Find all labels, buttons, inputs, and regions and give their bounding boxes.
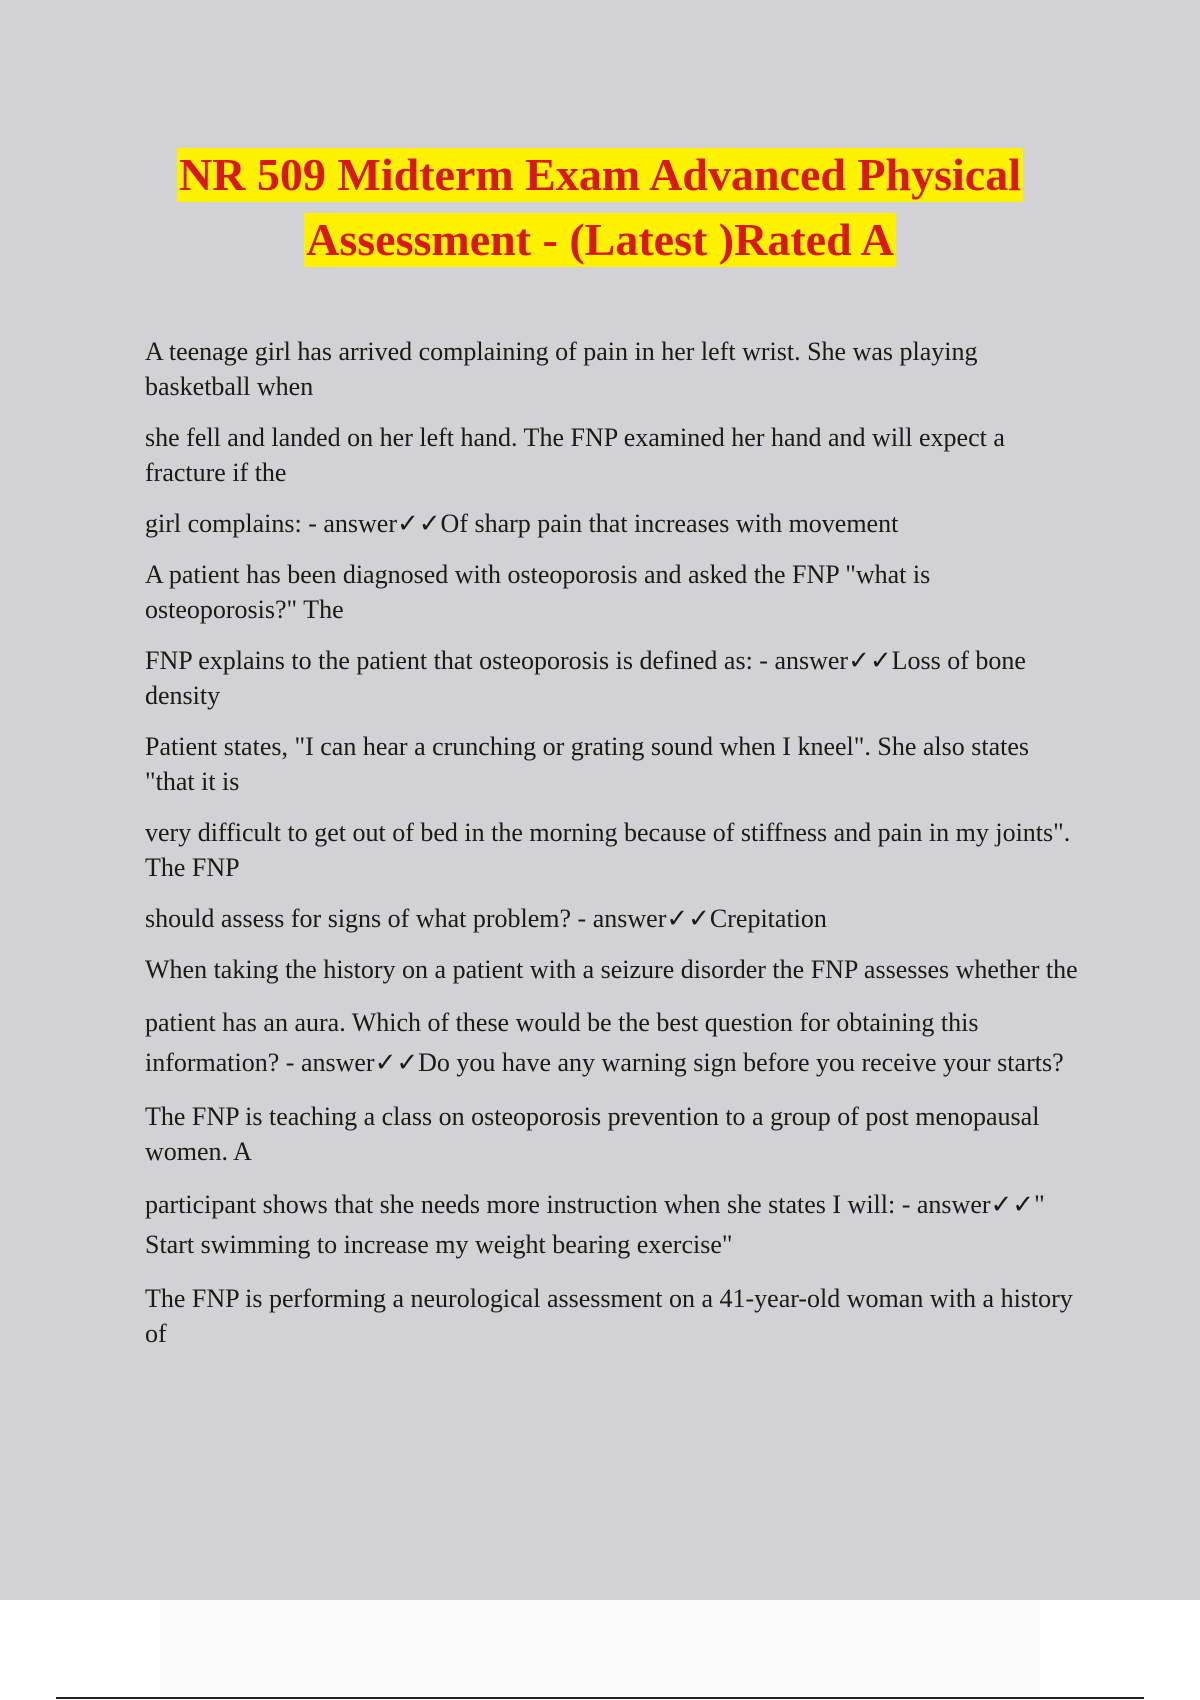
paragraph: The FNP is teaching a class on osteoporosis prevention to a group of post menopausal women. A: [145, 1102, 1040, 1166]
paragraph: should assess for signs of what problem? - answer✓✓Crepitation: [145, 904, 827, 933]
document-title: [0, 148, 1200, 278]
paragraph: she fell and landed on her left hand. The FNP examined her hand and will expect a fracture if the: [145, 423, 1005, 487]
paragraph: very difficult to get out of bed in the morning because of stiffness and pain in my joints". The FNP: [145, 818, 1071, 882]
paragraph: participant shows that she needs more instruction when she states I will: - answer✓✓" Start swimming to increase my weight bearing exercise": [145, 1190, 1045, 1259]
paragraph: A teenage girl has arrived complaining of pain in her left wrist. She was playing basketball when: [145, 337, 978, 401]
footer-divider: [56, 1697, 1144, 1699]
paragraph: The FNP is performing a neurological assessment on a 41-year-old woman with a history of: [145, 1284, 1073, 1348]
paragraph: girl complains: - answer✓✓Of sharp pain that increases with movement: [145, 509, 899, 538]
paragraph: Patient states, "I can hear a crunching or grating sound when I kneel". She also states "that it is: [145, 732, 1030, 796]
page-footer: [0, 1600, 1200, 1700]
paragraph: A patient has been diagnosed with osteoporosis and asked the FNP "what is osteoporosis?" The: [145, 560, 931, 624]
title-line-1: NR 509 Midterm Exam Advanced Physical: [178, 149, 1021, 200]
footer-panel: [160, 1600, 1040, 1696]
paragraph: patient has an aura. Which of these would be the best question for obtaining this information? - answer✓✓Do you have any warning sign before you receive your starts?: [145, 1008, 1064, 1077]
document-body: [145, 334, 1085, 1367]
title-line-2: Assessment - (Latest )Rated A: [306, 214, 894, 265]
paragraph: FNP explains to the patient that osteoporosis is defined as: - answer✓✓Loss of bone density: [145, 646, 1026, 710]
paragraph: When taking the history on a patient with a seizure disorder the FNP assesses whether the: [145, 955, 1078, 984]
